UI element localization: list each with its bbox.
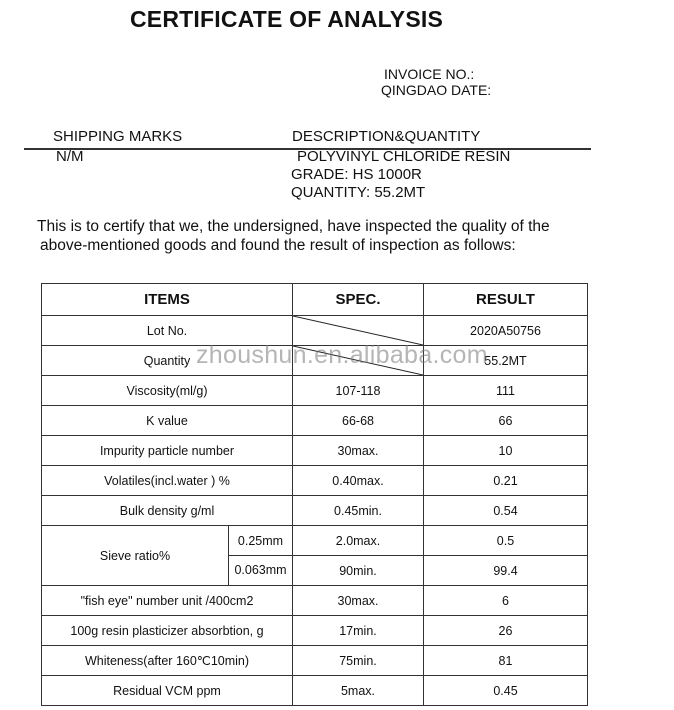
certify-line-2: above-mentioned goods and found the result of inspection as follows: bbox=[40, 237, 516, 254]
spec-cell: 90min. bbox=[293, 556, 424, 586]
item-cell: Sieve ratio% bbox=[42, 526, 229, 586]
product-name: POLYVINYL CHLORIDE RESIN bbox=[297, 148, 511, 165]
table-row bbox=[42, 496, 588, 526]
result-cell: 0.21 bbox=[424, 466, 588, 496]
spec-cell: 66-68 bbox=[293, 406, 424, 436]
spec-cell: 30max. bbox=[293, 436, 424, 466]
table-row bbox=[42, 646, 588, 676]
result-cell: 0.45 bbox=[424, 676, 588, 706]
item-cell: Lot No. bbox=[42, 316, 293, 346]
document-title: CERTIFICATE OF ANALYSIS bbox=[130, 6, 443, 32]
spec-cell: 0.45min. bbox=[293, 496, 424, 526]
result-cell: 0.5 bbox=[424, 526, 588, 556]
table-row bbox=[42, 376, 588, 406]
spec-cell: 107-118 bbox=[293, 376, 424, 406]
header-result: RESULT bbox=[424, 284, 588, 316]
result-cell: 111 bbox=[424, 376, 588, 406]
analysis-table bbox=[41, 283, 588, 706]
shipping-marks-label: SHIPPING MARKS bbox=[53, 128, 183, 145]
result-cell: 81 bbox=[424, 646, 588, 676]
item-cell: Impurity particle number bbox=[42, 436, 293, 466]
watermark: zhoushun.en.alibaba.com bbox=[196, 341, 488, 369]
result-cell: 66 bbox=[424, 406, 588, 436]
table-header bbox=[42, 284, 588, 316]
table-row bbox=[42, 676, 588, 706]
invoice-no-label: INVOICE NO.: bbox=[384, 66, 475, 82]
table-row bbox=[42, 316, 588, 346]
item-cell: Quantity bbox=[42, 346, 293, 376]
spec-cell: 2.0max. bbox=[293, 526, 424, 556]
item-cell: Volatiles(incl.water ) % bbox=[42, 466, 293, 496]
result-cell: 0.54 bbox=[424, 496, 588, 526]
result-cell: 99.4 bbox=[424, 556, 588, 586]
spec-cell: 30max. bbox=[293, 586, 424, 616]
result-cell: 55.2MT bbox=[424, 346, 588, 376]
sieve-size-cell: 0.063mm bbox=[229, 556, 293, 586]
spec-cell-empty bbox=[293, 346, 424, 376]
item-cell: Whiteness(after 160℃10min) bbox=[42, 646, 293, 676]
header-items: ITEMS bbox=[42, 284, 293, 316]
item-cell: 100g resin plasticizer absorbtion, g bbox=[42, 616, 293, 646]
sieve-size-cell: 0.25mm bbox=[229, 526, 293, 556]
table-row bbox=[42, 466, 588, 496]
spec-cell: 17min. bbox=[293, 616, 424, 646]
spec-cell: 75min. bbox=[293, 646, 424, 676]
item-cell: Residual VCM ppm bbox=[42, 676, 293, 706]
item-cell: K value bbox=[42, 406, 293, 436]
spec-cell: 5max. bbox=[293, 676, 424, 706]
table-row bbox=[42, 616, 588, 646]
spec-cell: 0.40max. bbox=[293, 466, 424, 496]
description-label: DESCRIPTION&QUANTITY bbox=[292, 128, 481, 145]
table-row-sieve bbox=[42, 526, 588, 556]
table-row bbox=[42, 586, 588, 616]
result-cell: 2020A50756 bbox=[424, 316, 588, 346]
header-spec: SPEC. bbox=[293, 284, 424, 316]
table-row bbox=[42, 406, 588, 436]
item-cell: Bulk density g/ml bbox=[42, 496, 293, 526]
item-cell: Viscosity(ml/g) bbox=[42, 376, 293, 406]
result-cell: 6 bbox=[424, 586, 588, 616]
spec-cell-empty bbox=[293, 316, 424, 346]
table-row bbox=[42, 436, 588, 466]
table-row bbox=[42, 346, 588, 376]
date-label: QINGDAO DATE: bbox=[381, 82, 492, 98]
grade: GRADE: HS 1000R bbox=[291, 166, 422, 183]
item-cell: "fish eye" number unit /400cm2 bbox=[42, 586, 293, 616]
certify-line-1: This is to certify that we, the undersigned, have inspected the quality of the bbox=[37, 218, 550, 235]
quantity: QUANTITY: 55.2MT bbox=[291, 184, 426, 201]
result-cell: 10 bbox=[424, 436, 588, 466]
result-cell: 26 bbox=[424, 616, 588, 646]
shipping-marks-value: N/M bbox=[56, 148, 84, 165]
